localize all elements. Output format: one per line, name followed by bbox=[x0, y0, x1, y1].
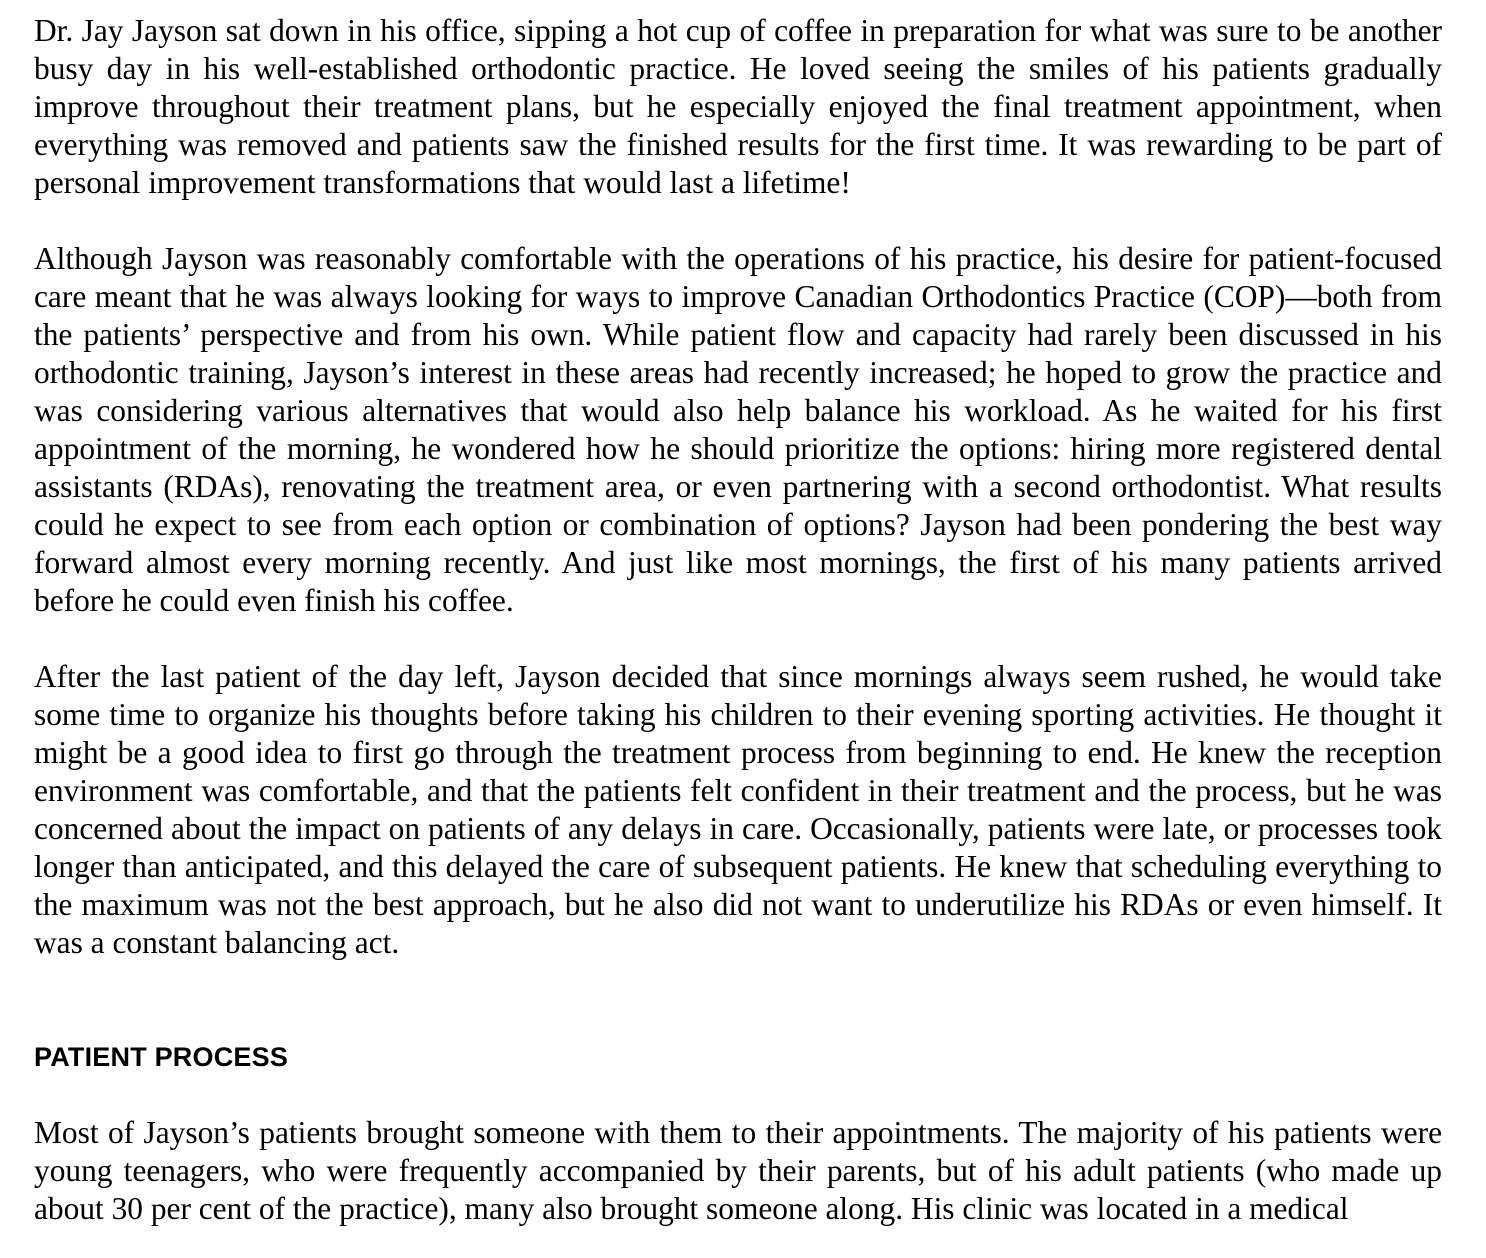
paragraph-1: Dr. Jay Jayson sat down in his office, sipping a hot cup of coffee in preparation for what was sure to be another busy day in his well-established orthodontic practice. He loved seeing the smiles of his patients gradually improve throughout their treatment plans, but he especially enjoyed the final treatment appointment, when everything was removed and patients saw the finished results for the first time. It was rewarding to be part of personal improvement transformations that would last a lifetime! bbox=[34, 13, 1442, 200]
paragraph-4: Most of Jayson’s patients brought someone with them to their appointments. The majority of his patients were young teenagers, who were frequently accompanied by their parents, but of his adult patients (who made up about 30 per cent of the practice), many also brought someone along. His clinic was located in a medical bbox=[34, 1115, 1442, 1226]
paragraph-3: After the last patient of the day left, Jayson decided that since mornings always seem rushed, he would take some time to organize his thoughts before taking his children to their evening sporting activities. He thought it might be a good idea to first go through the treatment process from beginning to end. He knew the reception environment was comfortable, and that the patients felt confident in their treatment and the process, but he was concerned about the impact on patients of any delays in care. Occasionally, patients were late, or processes took longer than anticipated, and this delayed the care of subsequent patients. He knew that scheduling everything to the maximum was not the best approach, but he also did not want to underutilize his RDAs or even himself. It was a constant balancing act. bbox=[34, 659, 1442, 960]
section-spacer bbox=[34, 962, 1442, 1038]
paragraph-spacer bbox=[34, 620, 1442, 658]
paragraph-spacer bbox=[34, 1076, 1442, 1114]
paragraph-spacer bbox=[34, 202, 1442, 240]
section-heading: PATIENT PROCESS bbox=[34, 1042, 289, 1072]
paragraph-2: Although Jayson was reasonably comfortable with the operations of his practice, his desire for patient-focused care meant that he was always looking for ways to improve Canadian Orthodontics Practice (COP)—both from the patients’ perspective and from his own. While patient flow and capacity had rarely been discussed in his orthodontic training, Jayson’s interest in these areas had recently increased; he hoped to grow the practice and was considering various alternatives that would also help balance his workload. As he waited for his first appointment of the morning, he wondered how he should prioritize the options: hiring more registered dental assistants (RDAs), renovating the treatment area, or even partnering with a second orthodontist. What results could he expect to see from each option or combination of options? Jayson had been pondering the best way forward almost every morning recently. And just like most mornings, the first of his many patients arrived before he could even finish his coffee. bbox=[34, 241, 1442, 618]
document-page bbox=[34, 12, 1442, 1228]
